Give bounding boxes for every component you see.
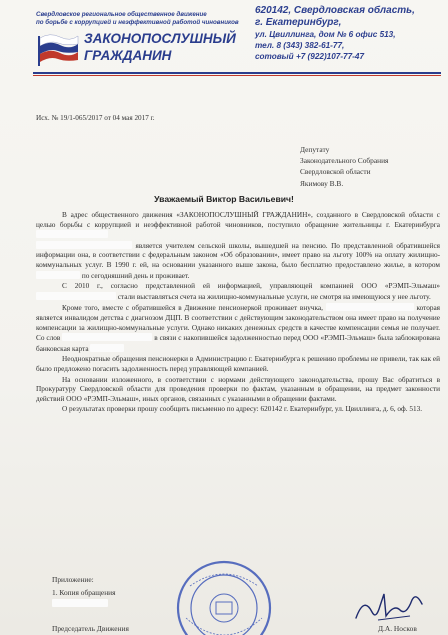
redaction-box: [36, 241, 132, 249]
paragraph-2: С 2010 г., согласно представленной ей информацией, управляющей компанией ООО «РЭМП-Эльмаш» стали выставляться счета на жилищно-коммунальные услуги, не смотря на имеющуюся у нее льготу.: [36, 282, 440, 302]
attachments-label: Приложение:: [52, 575, 94, 584]
redaction-box: [62, 333, 152, 341]
organization-stamp-icon: [168, 556, 280, 635]
letterhead-divider: [33, 72, 441, 74]
recipient-block: [300, 144, 440, 189]
paragraph-5: На основании изложенного, в соответствии с нормами действующего законодательства, прошу Вас обратиться в Прокуратуру Свердловской области для проведения проверки по фактам, указанным в обращении, на предмет законности действий ООО «РЭМП-Эльмаш», иных органов, связанных с указанными в обращении фактами.: [36, 375, 440, 403]
recipient-line: Законодательного Собрания: [300, 156, 389, 166]
signatory-position: Председатель Движения: [52, 624, 129, 633]
letter-body: [36, 211, 440, 416]
greeting: Уважаемый Виктор Васильевич!: [154, 194, 294, 204]
redaction-box: [36, 292, 116, 300]
address-line: тел. 8 (343) 382-61-77,: [255, 41, 345, 50]
org-name-line-2: ГРАЖДАНИН: [84, 48, 172, 63]
attachments: [52, 573, 116, 607]
address-line: г. Екатеринбург,: [255, 17, 342, 28]
org-subtitle: [36, 11, 286, 27]
flag-logo-icon: [36, 30, 82, 68]
address-line: ул. Цвиллинга, дом № 6 офис 513,: [255, 30, 396, 39]
outgoing-reference: Исх. № 19/1-065/2017 от 04 мая 2017 г.: [36, 114, 155, 122]
signatory-name: Д.А. Носков: [378, 624, 417, 633]
paragraph-4: Неоднократные обращения пенсионерки в Администрацию г. Екатеринбурга к решению проблемы не привели, так как ей было предложено погасить задолженность перед управляющей компанией.: [36, 355, 440, 373]
address-line: 620142, Свердловская область,: [255, 5, 415, 16]
letterhead-divider-accent: [33, 75, 441, 76]
redaction-box: [36, 271, 80, 279]
paragraph-3: Кроме того, вместе с обратившейся в Движение пенсионеркой проживает внучка, которая является инвалидом детства с диагнозом ДЦП. В соответствии с действующим законодательством она имеет право на получение компенсации за жилищно-коммунальные услуги. Однако никаких денежных средств в качестве компенсации семья не получает. Со слов в связи с накопившейся задолженностью перед ООО «РЭМП-Эльмаш» была заблокирована банковская карта: [36, 304, 441, 353]
attachment-item: 1. Копия обращения: [52, 586, 116, 607]
recipient-line: Якимову В.В.: [300, 178, 344, 188]
handwritten-signature-icon: [350, 586, 430, 626]
redaction-box: [36, 230, 108, 238]
org-name: [84, 30, 236, 64]
org-subtitle-line-1: Свердловское региональное общественное движение: [36, 11, 207, 18]
recipient-line: Свердловской области: [300, 167, 371, 177]
org-address: [255, 5, 440, 62]
org-name-line-1: ЗАКОНОПОСЛУШНЫЙ: [84, 31, 236, 46]
redaction-box: [326, 303, 414, 311]
redaction-box: [90, 344, 124, 352]
org-subtitle-line-2: по борьбе с коррупцией и неэффективной работой чиновников: [36, 19, 239, 26]
paragraph-6: О результатах проверки прошу сообщить письменно по адресу: 620142 г. Екатеринбург, ул. Цвиллинга, д. 6, оф. 513.: [62, 405, 423, 414]
paragraph-1: В адрес общественного движения «ЗАКОНОПОСЛУШНЫЙ ГРАЖДАНИН», созданного в Свердловской области с целью борьбы с коррупцией и неэффективной работой чиновников, поступило обращение жительницы г. Екатеринбурга является учителем сельской школы, вышедшей на пенсию. По представленной обратившейся информации она, в соответствии с федеральным законом «Об образовании», имеет право на льготу 100% на оплату жилищно-коммунальных услуг. В 1990 г. ей, на основании указанного выше закона, было бесплатно предоставлено жилье, в котором по сегодняшний день и проживает.: [36, 211, 440, 280]
recipient-line: Депутату: [300, 145, 330, 154]
redaction-box: [52, 599, 108, 607]
address-line: сотовый +7 (922)107-77-47: [255, 52, 364, 61]
